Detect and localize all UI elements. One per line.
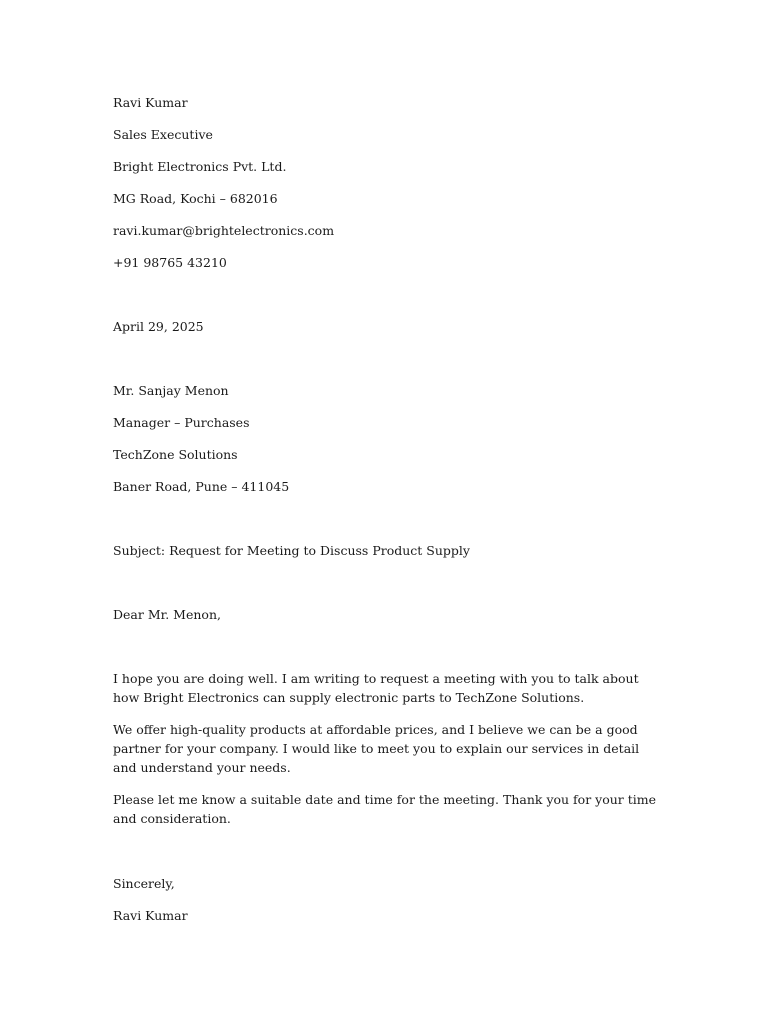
sender-title: Sales Executive [113,127,213,142]
body-paragraph: Please let me know a suitable date and time for the meeting. Thank you for your time and consideration. [113,792,657,826]
closing: Sincerely, [113,876,175,891]
recipient-company: TechZone Solutions [113,447,238,462]
letter-date: April 29, 2025 [113,319,204,334]
sender-company: Bright Electronics Pvt. Ltd. [113,159,287,174]
subject-line: Subject: Request for Meeting to Discuss Product Supply [113,543,470,558]
recipient-name: Mr. Sanjay Menon [113,383,229,398]
body-paragraph: We offer high-quality products at affordable prices, and I believe we can be a good partner for your company. I would like to meet you to explain our services in detail and understand your needs. [113,722,640,775]
signature-name: Ravi Kumar [113,908,188,923]
body-paragraph: I hope you are doing well. I am writing to request a meeting with you to talk about how Bright Electronics can supply electronic parts to TechZone Solutions. [113,671,639,705]
sender-phone: +91 98765 43210 [113,255,227,270]
sender-address: MG Road, Kochi – 682016 [113,191,278,206]
salutation: Dear Mr. Menon, [113,607,221,622]
sender-email: ravi.kumar@brightelectronics.com [113,223,335,238]
sender-name: Ravi Kumar [113,95,188,110]
recipient-address: Baner Road, Pune – 411045 [113,479,290,494]
recipient-title: Manager – Purchases [113,415,250,430]
